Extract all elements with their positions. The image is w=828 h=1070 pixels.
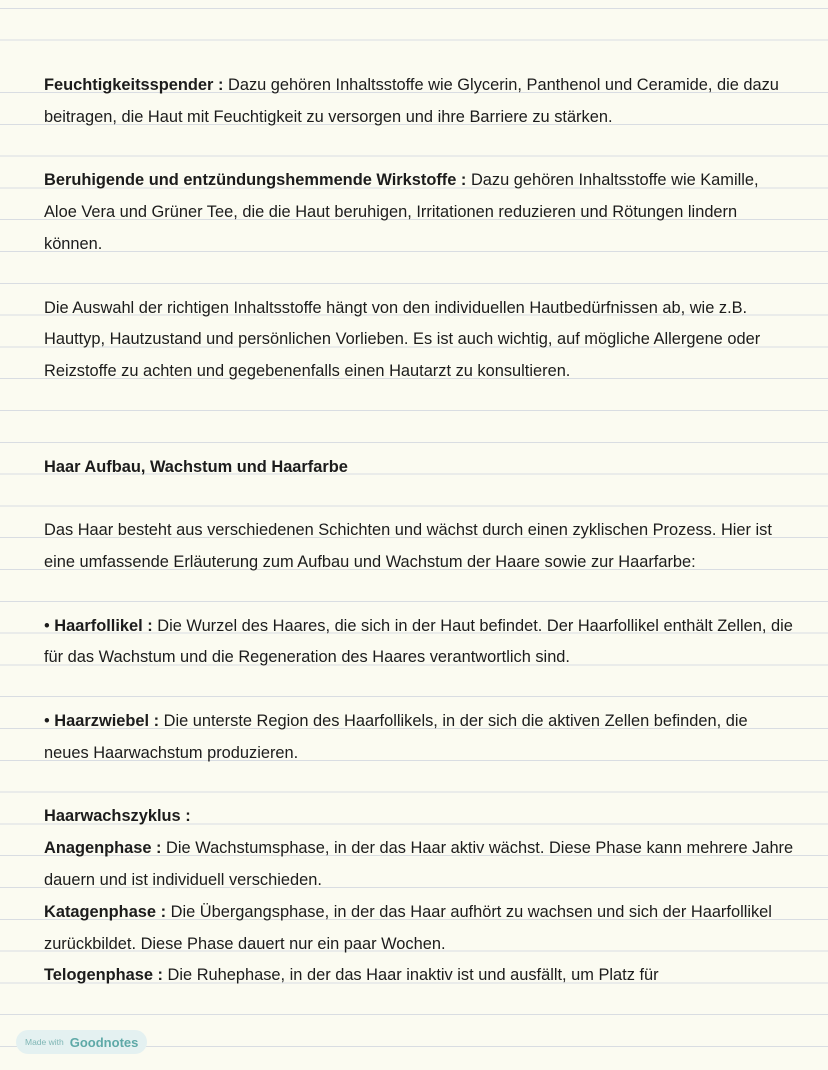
paragraph-feuchtigkeitsspender [44, 70, 794, 134]
paragraph-text: Die unterste Region des Haarfollikels, in der sich die aktiven Zellen befinden, die neues Haarwachstum produzieren. [44, 711, 748, 762]
paragraph-text: Die Übergangsphase, in der das Haar aufhört zu wachsen und sich der Haarfollikel zurückbildet. Diese Phase dauert nur ein paar Wochen. [44, 902, 772, 953]
section-heading: Haar Aufbau, Wachstum und Haarfarbe [44, 457, 348, 476]
phase-anagen [44, 833, 794, 897]
paragraph-text: Die Wurzel des Haares, die sich in der Haut befindet. Der Haarfollikel enthält Zellen, die für das Wachstum und die Regeneration des Haares verantwortlich sind. [44, 616, 793, 667]
term-label: Haarzwiebel : [54, 711, 160, 730]
made-with-goodnotes-badge[interactable] [16, 1030, 147, 1054]
bullet-icon: • [44, 711, 55, 730]
paragraph-text: Dazu gehören Inhaltsstoffe wie Glycerin, Panthenol und Ceramide, die dazu beitragen, die Haut mit Feuchtigkeit zu versorgen und ihre Barriere zu stärken. [44, 76, 779, 126]
paragraph-beruhigende-wirkstoffe [44, 165, 794, 260]
cycle-heading: Haarwachszyklus : [44, 807, 191, 826]
note-page [44, 70, 794, 992]
bullet-icon: • [44, 616, 55, 635]
paragraph-text: Die Ruhephase, in der das Haar inaktiv ist und ausfällt, um Platz für [163, 966, 659, 985]
paragraph-text: Die Wachstumsphase, in der das Haar aktiv wächst. Diese Phase kann mehrere Jahre dauern und ist individuell verschieden. [44, 839, 794, 889]
term-label: Telogenphase : [44, 966, 163, 985]
term-label: Feuchtigkeitsspender : [44, 76, 224, 94]
term-label: Beruhigende und entzündungshemmende Wirkstoffe : [44, 171, 467, 190]
bullet-haarfollikel [44, 611, 794, 675]
phase-katagen [44, 897, 794, 961]
phase-telogen [44, 960, 794, 992]
badge-prefix: Made with [25, 1037, 64, 1047]
paragraph-haar-intro: Das Haar besteht aus verschiedenen Schichten und wächst durch einen zyklischen Prozess. Hier ist eine umfassende Erläuterung zum Aufbau und Wachstum der Haare sowie zur Haarfarbe: [44, 521, 772, 571]
paragraph-text: Dazu gehören Inhaltsstoffe wie Kamille, Aloe Vera und Grüner Tee, die die Haut beruhigen, Irritationen reduzieren und Rötungen lindern können. [44, 171, 759, 253]
term-label: Anagenphase : [44, 839, 162, 858]
paragraph-auswahl: Die Auswahl der richtigen Inhaltsstoffe hängt von den individuellen Hautbedürfnissen ab, wie z.B. Hauttyp, Hautzustand und persönlichen Vorlieben. Es ist auch wichtig, auf mögliche Allergene oder Reizstoffe zu achten und gegebenenfalls einen Hautarzt zu konsultieren. [44, 298, 761, 381]
bullet-haarzwiebel [44, 706, 794, 770]
term-label: Haarfollikel : [54, 616, 153, 635]
goodnotes-logo: Goodnotes [69, 1034, 139, 1050]
term-label: Katagenphase : [44, 902, 167, 921]
